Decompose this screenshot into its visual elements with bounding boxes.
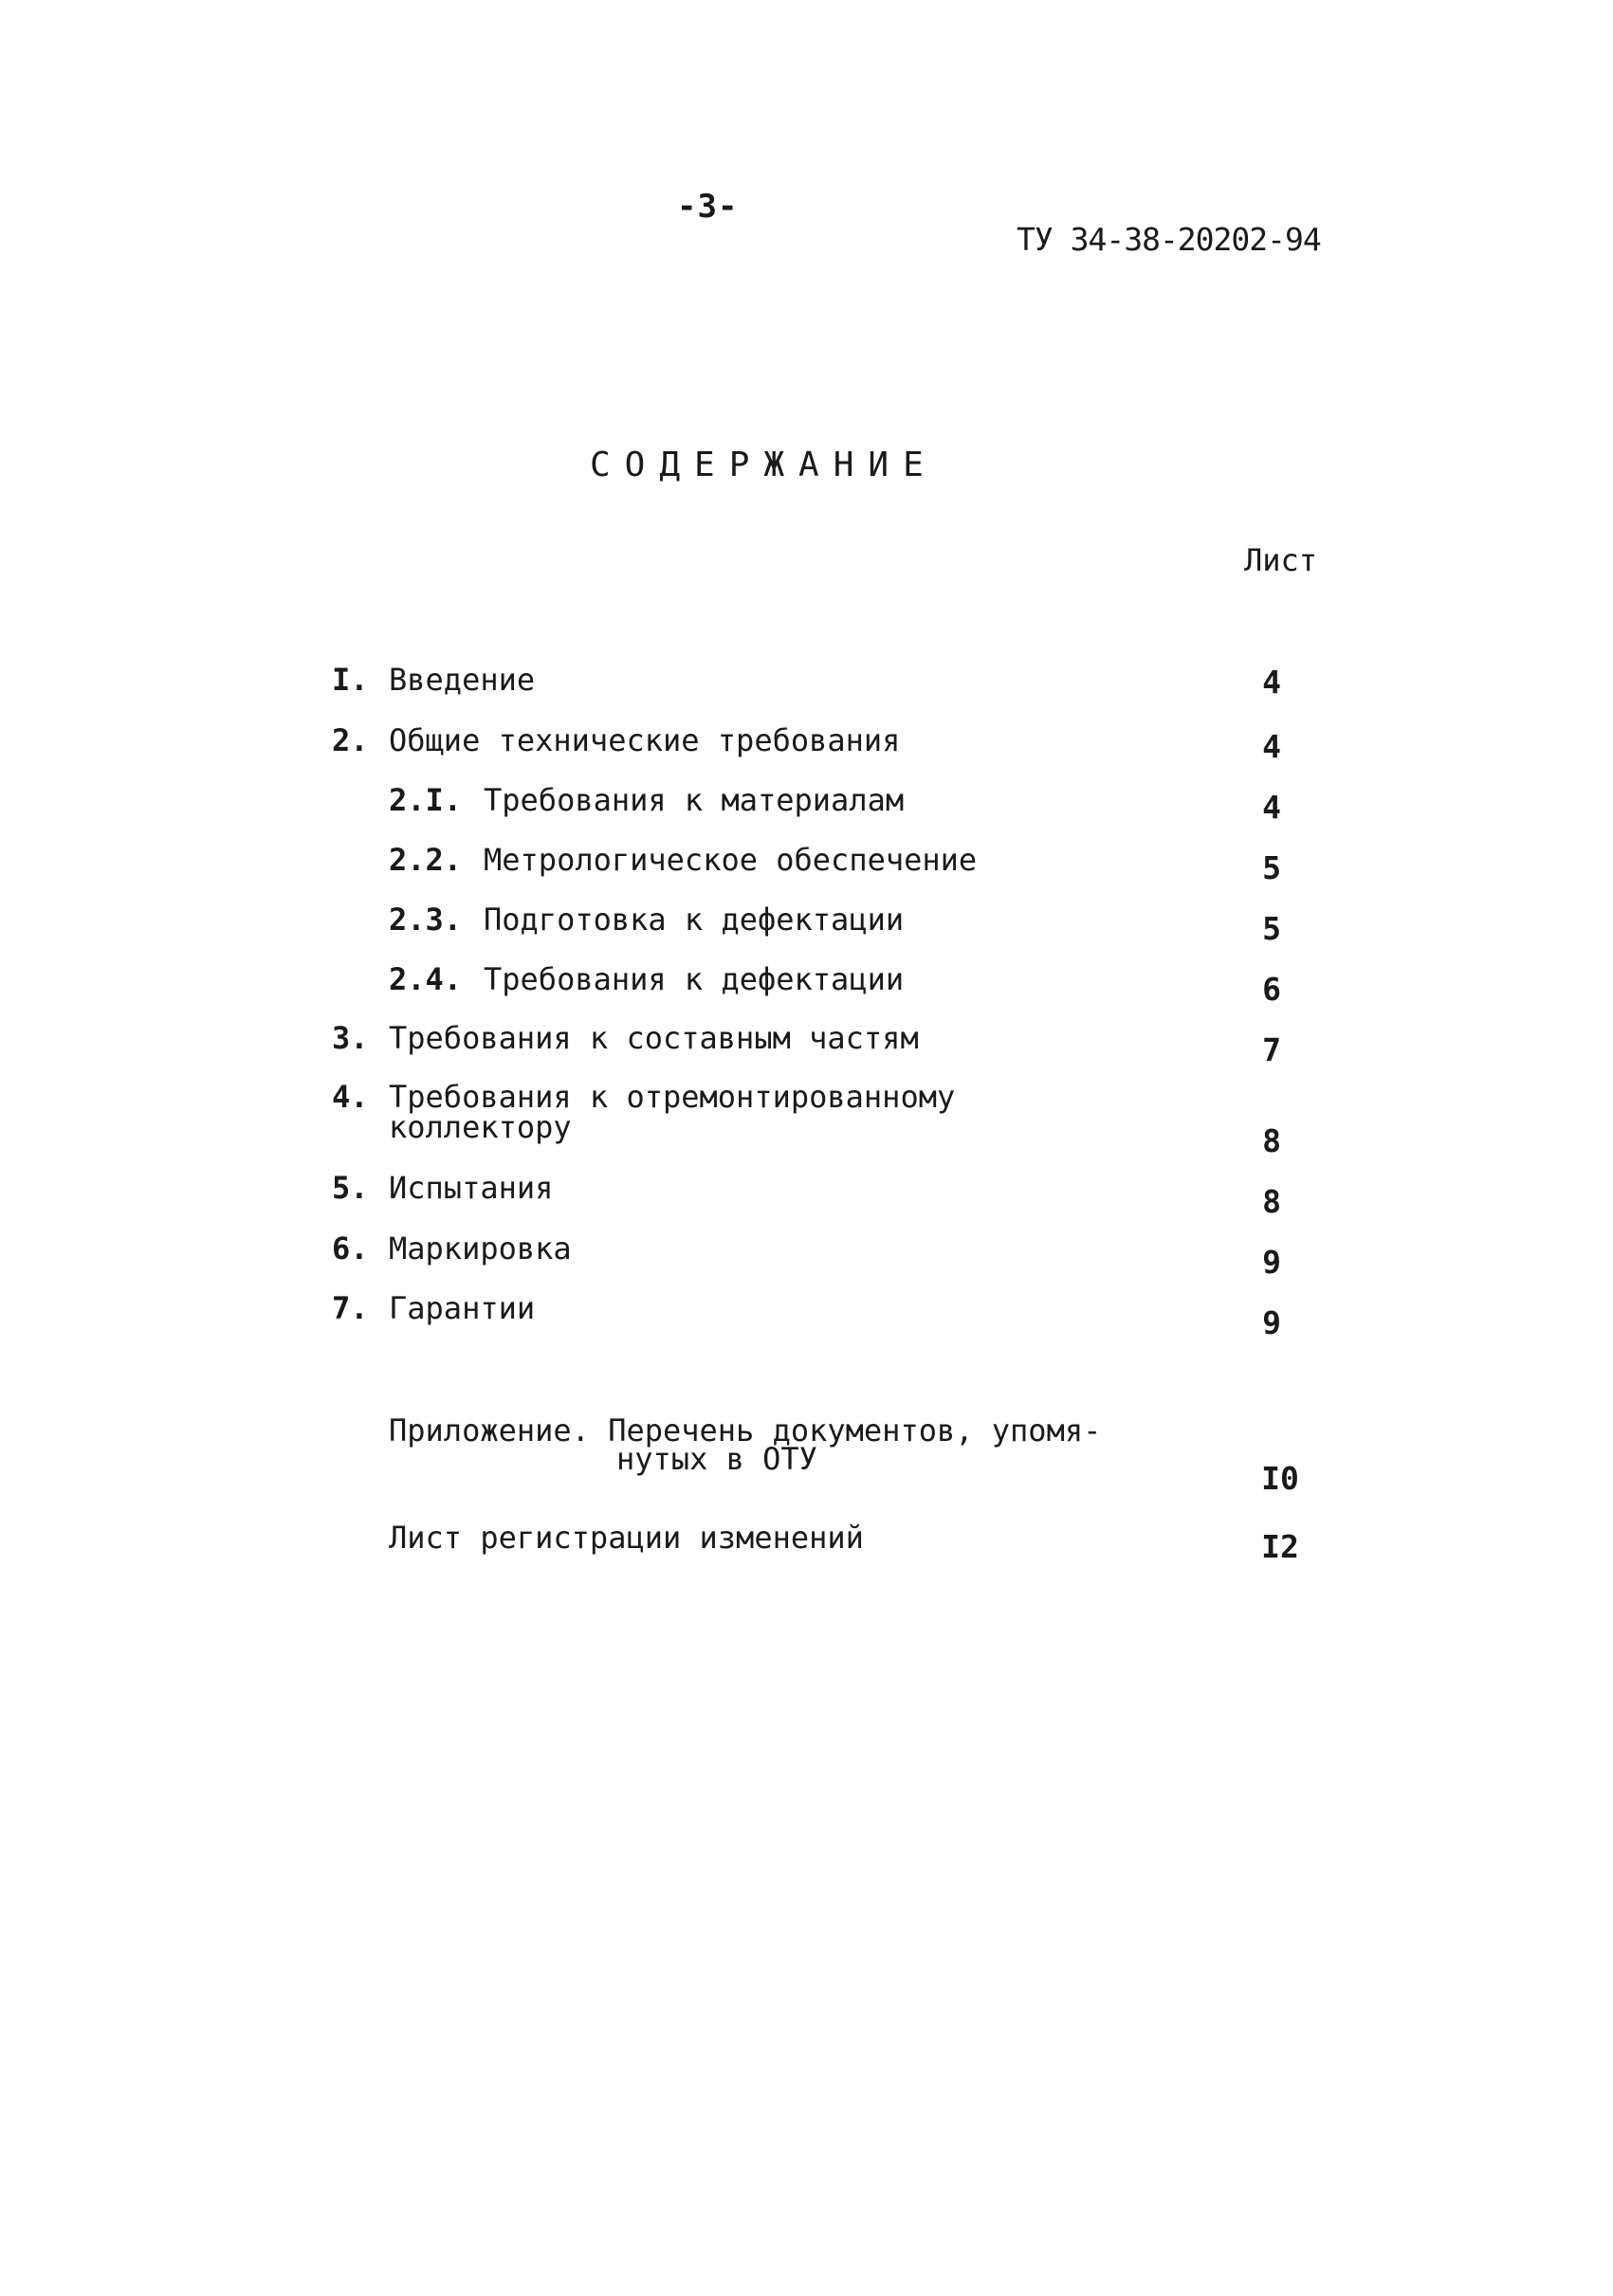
toc-item-title-continuation: коллектору	[389, 1109, 572, 1145]
toc-item-page: 8	[1262, 1183, 1281, 1220]
toc-appendix	[389, 1412, 1102, 1477]
sheet-column-label: Лист	[1244, 542, 1318, 578]
toc-change-log-page: I2	[1261, 1528, 1299, 1565]
toc-item-number: 6.	[332, 1230, 369, 1266]
toc-item-number: 2.	[332, 722, 369, 758]
toc-item-title: Требования к материалам	[484, 782, 905, 818]
toc-appendix-title-continuation: нутых в ОТУ	[616, 1441, 817, 1477]
toc-item-page: 8	[1262, 1122, 1281, 1159]
toc-item-title: Требования к составным частям	[389, 1020, 919, 1056]
toc-appendix-page: I0	[1261, 1460, 1299, 1497]
toc-item-title: Маркировка	[389, 1230, 572, 1266]
toc-item-page: 5	[1262, 910, 1281, 947]
toc-item-number: 2.3.	[389, 902, 463, 938]
toc-item-page: 9	[1262, 1304, 1281, 1341]
toc-item-title: Метрологическое обеспечение	[484, 842, 978, 878]
toc-item-title: Введение	[389, 662, 536, 698]
toc-item-number: 2.I.	[389, 782, 463, 818]
toc-item-title: Испытания	[389, 1170, 554, 1206]
toc-change-log-title: Лист регистрации изменений	[389, 1520, 864, 1556]
toc-appendix-title: Приложение. Перечень документов, упомя-	[389, 1412, 1102, 1449]
toc-item-number: 3.	[332, 1020, 369, 1056]
toc-item-title: Подготовка к дефектации	[484, 902, 905, 938]
toc-item-number: 2.4.	[389, 961, 463, 997]
toc-item-number: 5.	[332, 1170, 369, 1206]
toc-item-title: Гарантии	[389, 1290, 536, 1326]
toc-item-page: 9	[1262, 1244, 1281, 1281]
document-code: ТУ 34-38-20202-94	[1017, 221, 1321, 258]
toc-item-page: 4	[1262, 728, 1281, 765]
toc-item-page: 4	[1262, 664, 1281, 701]
toc-item-number: 4.	[332, 1079, 369, 1115]
toc-heading: СОДЕРЖАНИЕ	[590, 446, 938, 484]
toc-item-page: 6	[1262, 971, 1281, 1008]
toc-item-title: Общие технические требования	[389, 722, 901, 758]
toc-item-page: 4	[1262, 789, 1281, 826]
toc-item-number: 7.	[332, 1290, 369, 1326]
toc-item-number: 2.2.	[389, 842, 463, 878]
toc-change-log	[389, 1522, 864, 1554]
page-number: -3-	[677, 188, 739, 226]
toc-item-page: 7	[1262, 1031, 1281, 1068]
toc-item-page: 5	[1262, 849, 1281, 886]
toc-item-title: Требования к отремонтированному	[389, 1079, 956, 1115]
toc-item-number: I.	[332, 662, 369, 698]
toc-item-title: Требования к дефектации	[484, 961, 905, 997]
